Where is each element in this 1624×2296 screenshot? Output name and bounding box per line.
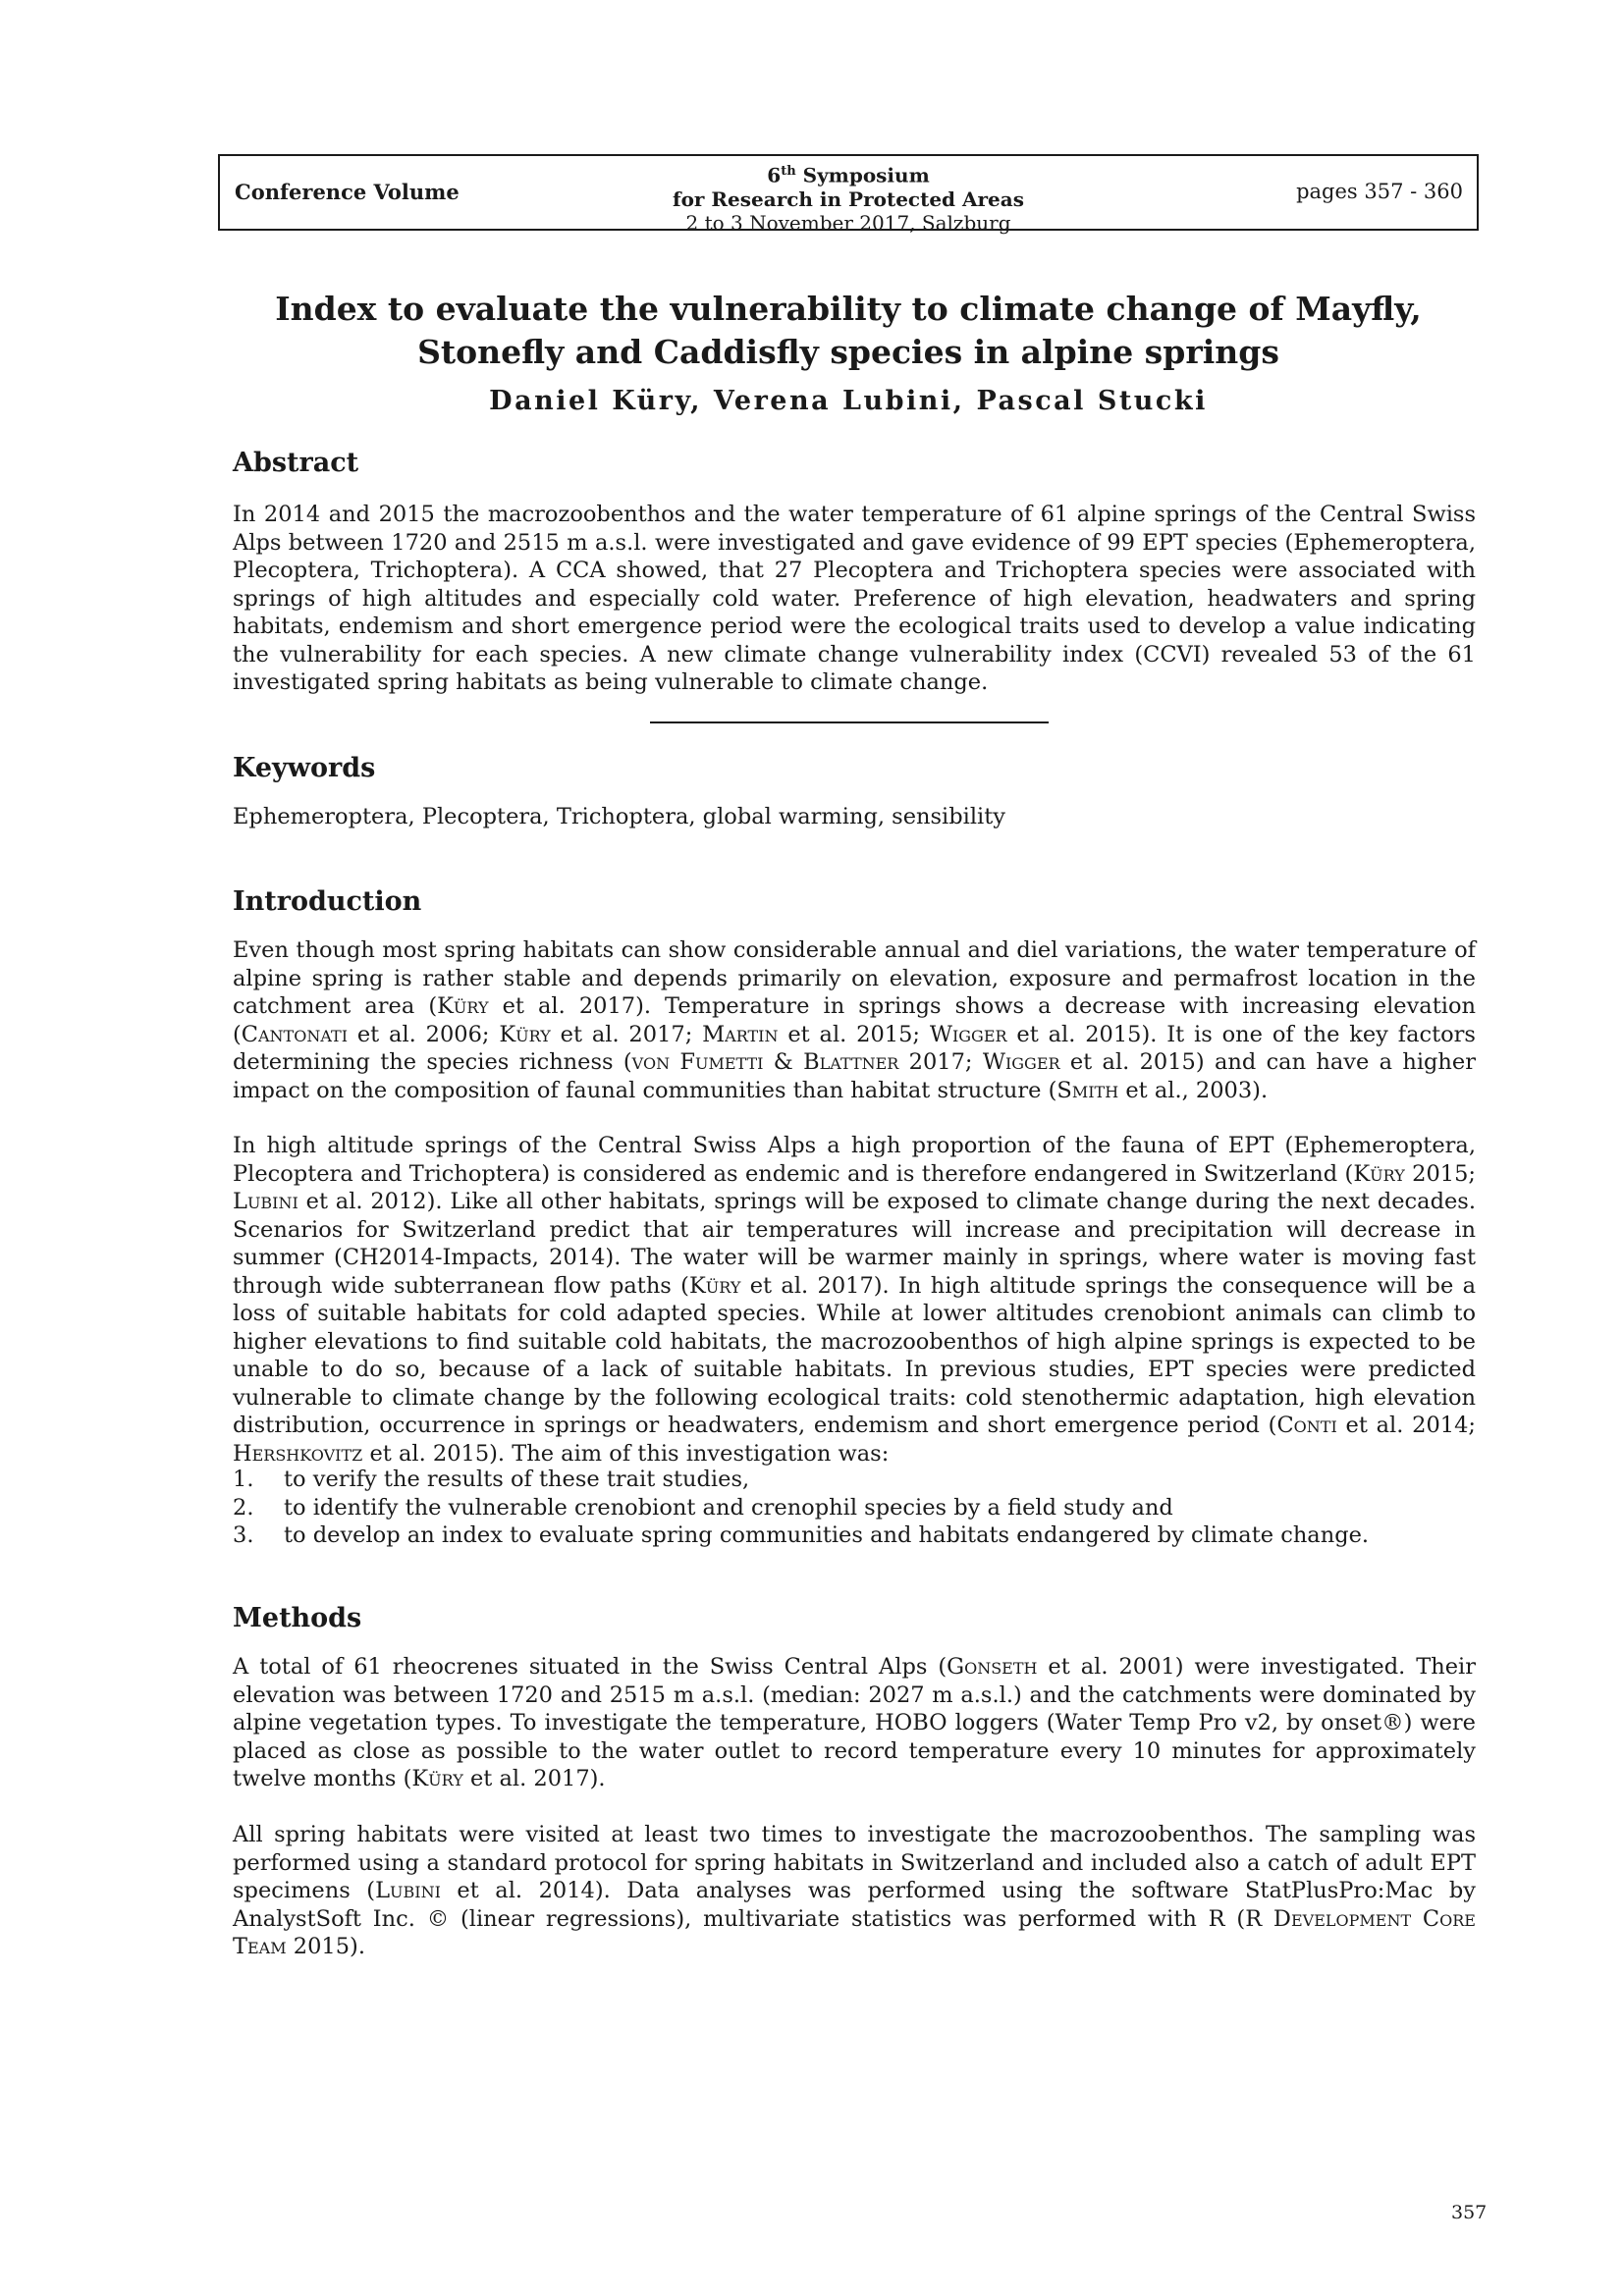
author-citation: Küry <box>1353 1160 1405 1187</box>
methods-heading: Methods <box>233 1603 362 1633</box>
paragraph-text: et al. 2017). Temperature in springs shows a decrease with increasing elevation ( <box>233 993 1476 1047</box>
paragraph-text: Even though most spring habitats can show considerable annual and diel variations, the water temperature of alpine spring is rather stable and depends primarily on elevation, exposure and permafrost location in the catchment area ( <box>233 937 1476 1019</box>
header-symposium-line3: 2 to 3 November 2017, Salzburg <box>685 210 1011 235</box>
list-item: 1. to verify the results of these trait studies, <box>233 1467 750 1492</box>
author-citation: Smith <box>1056 1077 1119 1103</box>
paragraph-text: et al. 2012). Like all other habitats, springs will be exposed to climate change during the next decades. Scenarios for Switzerland predict that air temperatures will increase and precipitation will decrease in summer (CH2014-Impacts, 2014). The water will be warmer mainly in springs, where water is moving fast through wide subterranean flow paths ( <box>233 1189 1476 1299</box>
header-conference-volume: Conference Volume <box>235 180 460 204</box>
paragraph-text: 2015). <box>286 1934 365 1959</box>
paragraph-text: et al. 2017; <box>550 1021 703 1047</box>
paragraph-text: et al. 2001) were investigated. Their elevation was between 1720 and 2515 m a.s.l. (median: 2027 m a.s.l.) and the catchments were dominated by alpine vegetation types. To investigate the temperature, HOBO loggers (Water Temp Pro v2, by onset®) were placed as close as possible to the water outlet to record temperature every 10 minutes for approximately twelve months ( <box>233 1654 1476 1791</box>
author-citation: Küry <box>688 1272 741 1299</box>
author-citation: Cantonati <box>241 1021 349 1047</box>
introduction-heading: Introduction <box>233 886 422 917</box>
author-citation: Conti <box>1276 1413 1337 1438</box>
paragraph-text: et al. 2017). <box>462 1766 606 1791</box>
header-symposium <box>220 160 1477 235</box>
author-citation: Lubini <box>233 1189 298 1214</box>
paragraph-text: et al. 2014). Data analyses was performed using the software StatPlusPro:Mac by AnalystSoft Inc. © (linear regressions), multivariate statistics was performed with R ( <box>233 1878 1477 1932</box>
author-citation: Gonseth <box>947 1654 1038 1680</box>
section-divider <box>650 721 1049 723</box>
author-citation: Wigger <box>982 1049 1060 1075</box>
abstract-text: In 2014 and 2015 the macrozoobenthos and the water temperature of 61 alpine springs of the Central Swiss Alps between 1720 and 2515 m a.s.l. were investigated and gave evidence of 99 EPT species (Ephemeroptera, Plecoptera, Trichoptera). A CCA showed, that 27 Plecoptera and Trichoptera species were associated with springs of high altitudes and especially cold water. Preference of high elevation, headwaters and spring habitats, endemism and short emergence period were the ecological traits used to develop a value indicating the vulnerability for each species. A new climate change vulnerability index (CCVI) revealed 53 of the 61 investigated spring habitats as being vulnerable to climate change. <box>233 502 1476 695</box>
header-symposium-line1: 6th Symposium <box>767 163 930 187</box>
paragraph-text: et al. 2015). The aim of this investigation was: <box>362 1440 890 1467</box>
author-citation: R Development Core Team <box>233 1905 1476 1959</box>
author-citation: Hershkovitz <box>233 1440 363 1467</box>
header-symposium-line2: for Research in Protected Areas <box>672 187 1025 211</box>
author-citation: Lubini <box>375 1878 441 1903</box>
abstract-heading: Abstract <box>233 448 359 478</box>
paragraph-text: et al. 2015) and can have a higher impact on the composition of faunal communities than habitat structure ( <box>233 1049 1476 1103</box>
paper-title-text: Index to evaluate the vulnerability to climate change of Mayfly, Stonefly and Caddisfly species in alpine springs <box>275 290 1422 371</box>
aims-list <box>233 1466 1476 1550</box>
paper-title <box>218 288 1479 374</box>
paragraph-text: et al. 2015). It is one of the key factors determining the species richness ( <box>233 1021 1476 1075</box>
paragraph-text: et al., 2003). <box>1118 1077 1269 1103</box>
list-item: 3. to develop an index to evaluate spring communities and habitats endangered by climate change. <box>233 1522 1370 1548</box>
paragraph-text: et al. 2015; <box>778 1021 930 1047</box>
author-citation: Küry <box>499 1021 551 1047</box>
paragraph-text: All spring habitats were visited at least two times to investigate the macrozoobenthos. The sampling was performed using a standard protocol for spring habitats in Switzerland and included also a catch of adult EPT specimens ( <box>233 1822 1476 1903</box>
paragraph-text: et al. 2014; <box>1336 1413 1476 1438</box>
author-citation: von Fumetti & Blattner <box>631 1049 899 1075</box>
methods-paragraph-2 <box>233 1821 1476 1961</box>
paragraph-text: A total of 61 rheocrenes situated in the Swiss Central Alps ( <box>233 1654 947 1680</box>
header-pages: pages 357 - 360 <box>1296 180 1463 203</box>
conference-header <box>218 154 1479 235</box>
paragraph-text: 2017; <box>898 1049 983 1075</box>
paragraph-text: 2015; <box>1404 1160 1476 1187</box>
page-number: 357 <box>1451 2202 1488 2223</box>
keywords-heading: Keywords <box>233 753 376 783</box>
author-citation: Küry <box>437 993 489 1019</box>
author-citation: Martin <box>702 1021 779 1047</box>
introduction-paragraph-2 <box>233 1132 1476 1468</box>
author-citation: Küry <box>411 1766 463 1791</box>
keywords-text: Ephemeroptera, Plecoptera, Trichoptera, global warming, sensibility <box>233 804 1005 829</box>
introduction-paragraph-1 <box>233 936 1476 1104</box>
author-citation: Wigger <box>929 1021 1007 1047</box>
paragraph-text: et al. 2017). In high altitude springs the consequence will be a loss of suitable habitats for cold adapted species. While at lower altitudes crenobiont animals can climb to higher elevations to find suitable cold habitats, the macrozoobenthos of high alpine springs is expected to be unable to do so, because of a lack of suitable habitats. In previous studies, EPT species were predicted vulnerable to climate change by the following ecological traits: cold stenothermic adaptation, high elevation distribution, occurrence in springs or headwaters, endemism and short emergence period ( <box>233 1272 1477 1438</box>
list-item: 2. to identify the vulnerable crenobiont and crenophil species by a field study and <box>233 1494 1173 1521</box>
paper-authors: Daniel Küry, Verena Lubini, Pascal Stucki <box>489 386 1208 416</box>
methods-paragraph-1 <box>233 1653 1476 1793</box>
paragraph-text: In high altitude springs of the Central Swiss Alps a high proportion of the fauna of EPT (Ephemeroptera, Plecoptera and Trichoptera) is considered as endemic and is therefore endangered in Switzerland ( <box>233 1133 1476 1187</box>
paragraph-text: et al. 2006; <box>348 1021 500 1047</box>
